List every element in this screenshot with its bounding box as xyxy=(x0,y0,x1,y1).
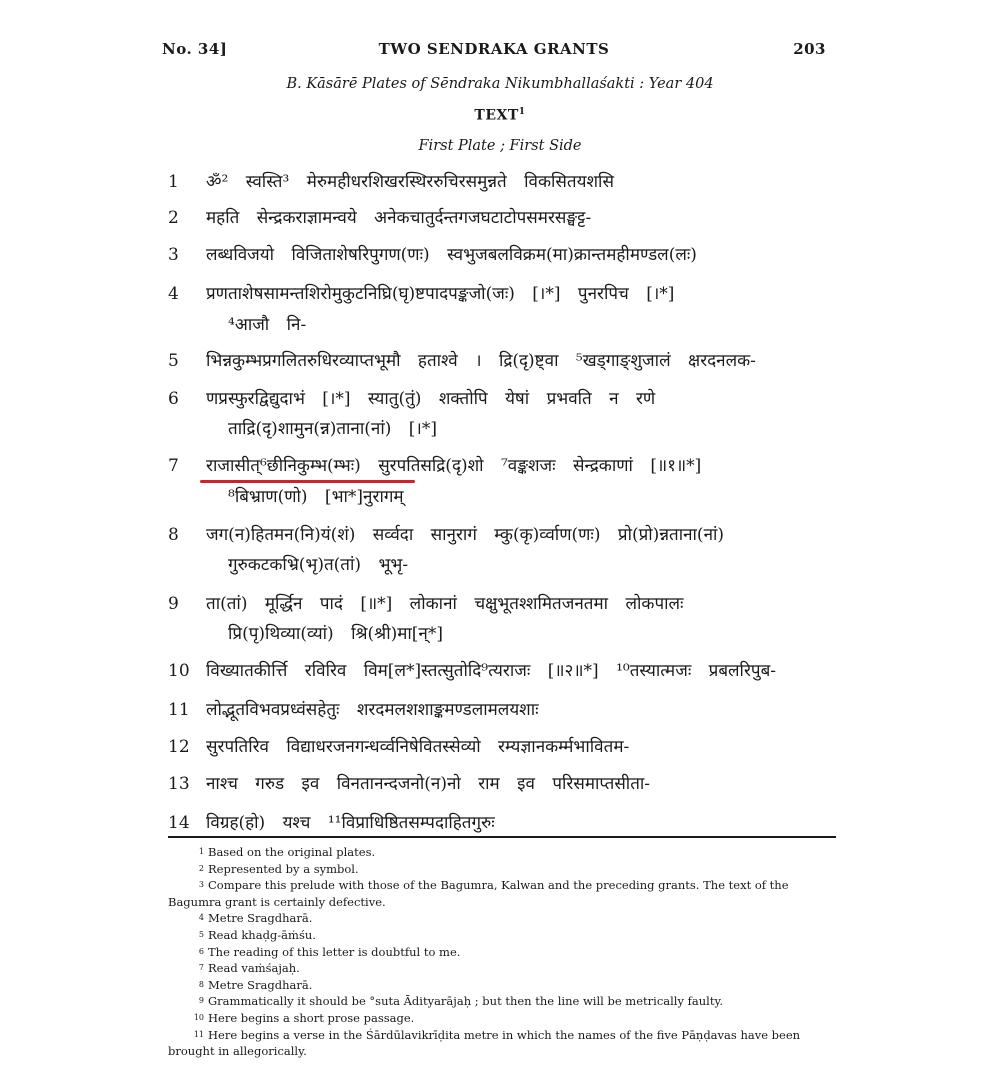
line-text: लोद्भूतविभवप्रध्वंसहेतुः शरदमलशशाङ्कमण्डलामलयशाः xyxy=(206,700,539,720)
line-text: राजासीत्⁶छीनिकुम्भ(म्भः) सुरपतिसद्रि(दृ)शो ⁷वङ्कशजः सेन्द्रकाणां [॥१॥*] xyxy=(206,456,702,476)
footnote: 11 Here begins a verse in the Śārdūlavikrīḍita metre in which the names of the five Pāṇḍavas have been brought in allegorically. xyxy=(168,1027,801,1059)
line-text: णप्रस्फुरद्विद्युदाभं [।*] स्यातु(तुं) शक्तोपि येषां प्रभवति न रणे xyxy=(206,389,656,409)
inscription-line xyxy=(168,384,840,414)
inscription-line xyxy=(168,808,840,838)
plate-heading: First Plate ; First Side xyxy=(418,138,582,154)
text-heading: TEXT$^1$ xyxy=(474,107,526,124)
inscription-line xyxy=(168,240,840,270)
line-number: 2 xyxy=(168,208,179,228)
footnote: 7 Read vaṁśajaḥ. xyxy=(198,961,300,976)
line-number: 12 xyxy=(168,737,190,757)
line-number: 4 xyxy=(168,284,179,304)
page-section-number: No. 34] xyxy=(162,40,228,58)
footnote: 8 Metre Sragdharā. xyxy=(198,977,313,992)
footnote-divider xyxy=(168,836,836,838)
line-text: भिन्नकुम्भप्रगलितरुधिरव्याप्तभूमौ हताश्वे । द्रि(दृ)ष्ट्वा ⁵खड्गाङ्शुजालं क्षरदनलक- xyxy=(206,351,756,371)
line-text: सुरपतिरिव विद्याधरजनगन्धर्व्वनिषेवितस्सेव्यो रम्यज्ञानकर्म्मभावितम- xyxy=(206,737,630,757)
line-text: नाश्च गरुड इव विनतानन्दजनो(न)नो राम इव परिसमाप्तसीता- xyxy=(206,774,651,794)
inscription-line xyxy=(168,346,840,376)
line-text: लब्धविजयो विजिताशेषरिपुगण(णः) स्वभुजबलविक्रम(मा)क्रान्तमहीमण्डल(लः) xyxy=(206,245,697,265)
line-continuation: ⁸बिभ्राण(णो) [भा*]नुरागम् xyxy=(228,487,404,507)
line-number: 13 xyxy=(168,774,190,794)
line-number: 1 xyxy=(168,172,179,192)
running-title: TWO SENDRAKA GRANTS xyxy=(378,40,610,58)
line-text: ता(तां) मूर्द्धिन पादं [॥*] लोकानां चक्षुभूतश्शमितजनतमा लोकपालः xyxy=(206,594,684,614)
line-text: महति सेन्द्रकराज्ञामन्वये अनेकचातुर्दन्तगजघटाटोपसमरसङ्घट्ट- xyxy=(206,208,592,228)
text-heading-footnote-ref: 1 xyxy=(518,107,526,117)
page-number: 203 xyxy=(793,40,826,58)
footnote: 10 Here begins a short prose passage. xyxy=(193,1010,415,1025)
line-text: प्रणताशेषसामन्तशिरोमुकुटनिघ्रि(घृ)ष्टपादपङ्कजो(जः) [।*] पुनरपिच [।*] xyxy=(206,284,675,304)
inscription-line xyxy=(168,732,840,762)
inscription-line xyxy=(168,203,840,233)
inscription-line xyxy=(168,589,840,619)
line-text: ॐ² स्वस्ति³ मेरुमहीधरशिखरस्थिररुचिरसमुन्नते विकसितयशसि xyxy=(206,172,614,192)
line-continuation: गुरुकटकभ्रि(भृ)त(तां) भूभृ- xyxy=(228,555,409,575)
footnote: 6 The reading of this letter is doubtful to me. xyxy=(198,944,461,959)
line-number: 10 xyxy=(168,661,190,681)
footnote: 9 Grammatically it should be °suta Ādityarājaḥ ; but then the line will be metrically faulty. xyxy=(198,994,724,1009)
line-number: 9 xyxy=(168,594,179,614)
inscription-line xyxy=(168,695,840,725)
footnotes xyxy=(168,844,840,1060)
inscription-line xyxy=(168,451,840,481)
line-number: 3 xyxy=(168,245,179,265)
line-continuation: ताद्रि(दृ)शामुन(न्न)ताना(नां) [।*] xyxy=(228,419,437,439)
line-number: 8 xyxy=(168,525,179,545)
inscription-line xyxy=(168,656,840,686)
footnote: 4 Metre Sragdharā. xyxy=(198,911,313,926)
line-number: 5 xyxy=(168,351,179,371)
line-text: विग्रह(हो) यश्च ¹¹विप्राधिष्ठितसम्पदाहितगुरुः xyxy=(206,813,495,833)
line-continuation: ⁴आजौ नि- xyxy=(228,315,307,335)
line-number: 7 xyxy=(168,456,179,476)
footnote: 3 Compare this prelude with those of the Bagumra, Kalwan and the preceding grants. The text of the Bagumra grant is certainly defective. xyxy=(168,878,789,909)
line-text: विख्यातकीर्त्ति रविरिव विम[ल*]स्तत्सुतोदि⁹त्यराजः [॥२॥*] ¹⁰तस्यात्मजः प्रबलरिपुब- xyxy=(206,661,777,681)
running-header xyxy=(162,40,826,64)
line-number: 6 xyxy=(168,389,179,409)
inscription-line xyxy=(168,520,840,550)
line-continuation: प्रि(पृ)थिव्या(व्यां) श्रि(श्री)मा[न्*] xyxy=(228,624,443,644)
inscription-line xyxy=(168,769,840,799)
line-number: 11 xyxy=(168,700,190,720)
inscription-line xyxy=(168,167,840,197)
footnote: 1 Based on the original plates. xyxy=(198,845,376,859)
section-subtitle: B. Kāsārē Plates of Sēndraka Nikumbhallaśakti : Year 404 xyxy=(286,76,714,92)
line-number: 14 xyxy=(168,813,190,833)
inscription-line xyxy=(168,279,840,309)
line-text: जग(न)हितमन(नि)यं(शं) सर्व्वदा सानुरागं म्कु(कृ)र्व्वाण(णः) प्रो(प्रो)न्नताना(नां) xyxy=(206,525,725,545)
footnote: 2 Represented by a symbol. xyxy=(198,861,359,876)
footnote: 5 Read khaḍg-āṁśu. xyxy=(198,927,316,942)
